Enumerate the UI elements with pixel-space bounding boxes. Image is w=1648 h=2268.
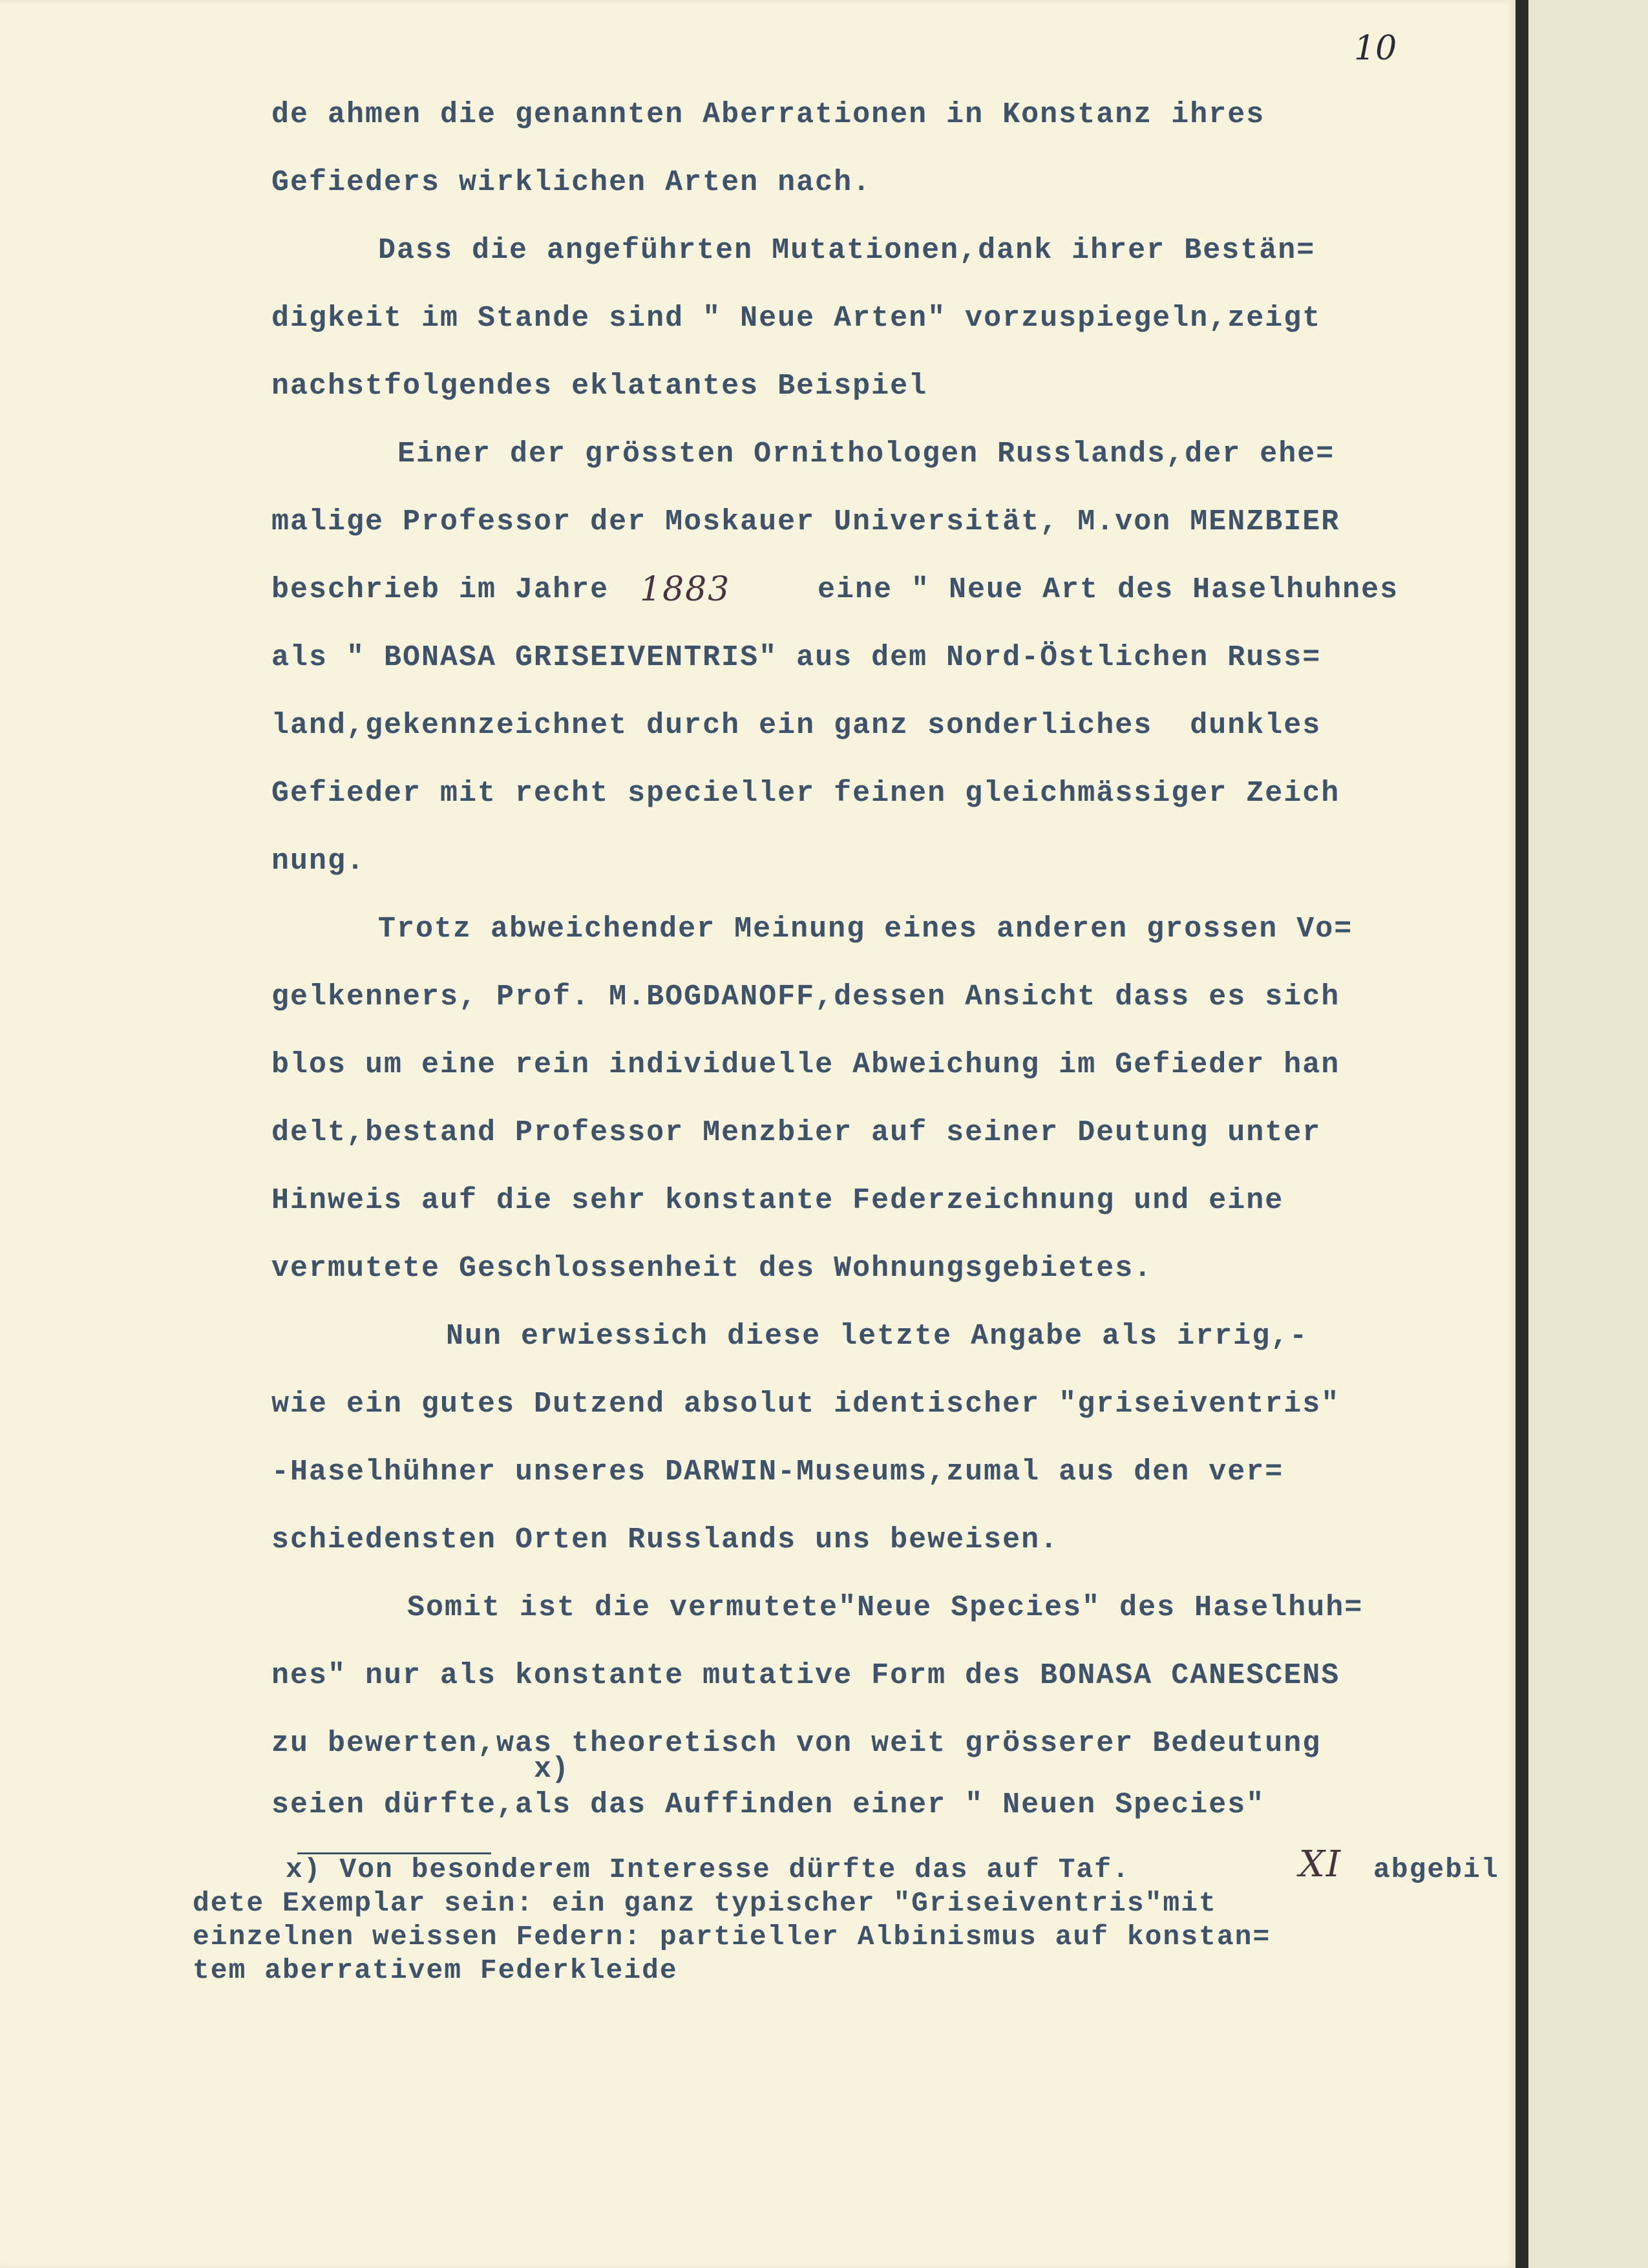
text-line: land,gekennzeichnet durch ein ganz sonderliches dunkles [271,709,1322,742]
handwritten-plate-number: XI [1299,1843,1342,1885]
footnote-line: abgebil [1373,1854,1499,1885]
text-line: wie ein gutes Dutzend absolut identischer "griseiventris" [271,1388,1340,1421]
text-line: de ahmen die genannten Aberrationen in Konstanz ihres [271,98,1265,131]
text-line: schiedensten Orten Russlands uns beweisen. [271,1523,1059,1556]
text-line: als " BONASA GRISEIVENTRIS" aus dem Nord-Östlichen Russ= [271,641,1322,674]
footnote-line: x) Von besonderem Interesse dürfte das auf Taf. [286,1854,1130,1885]
text-line: beschrieb im Jahre [271,573,609,606]
text-line: -Haselhühner unseres DARWIN-Museums,zumal aus den ver= [271,1456,1284,1489]
text-line: Einer der grössten Ornithologen Russlands,der ehe= [397,438,1335,471]
text-line: seien dürfte,als das Auffinden einer " Neuen Species" [271,1788,1265,1821]
text-line: malige Professor der Moskauer Universität, M.von MENZBIER [271,505,1340,538]
text-line: nung. [271,845,366,878]
text-line: vermutete Geschlossenheit des Wohnungsgebietes. [271,1252,1153,1285]
text-line: Hinweis auf die sehr konstante Federzeichnung und eine [271,1184,1284,1217]
handwritten-year: 1883 [640,570,731,609]
scan-background-edge [1516,0,1648,2268]
text-line: blos um eine rein individuelle Abweichung im Gefieder han [271,1048,1340,1081]
footnote-line: tem aberrativem Federkleide [193,1955,678,1986]
footnote-marker: x) [534,1753,569,1786]
text-line: nes" nur als konstante mutative Form des BONASA CANESCENS [271,1659,1340,1692]
text-line: Trotz abweichender Meinung eines anderen grossen Vo= [378,913,1353,946]
text-line: Dass die angeführten Mutationen,dank ihrer Bestän= [378,234,1316,267]
text-line: Gefieder mit recht specieller feinen gleichmässiger Zeich [271,777,1340,810]
text-line: Nun erwiessich diese letzte Angabe als irrig,- [446,1320,1309,1353]
text-line: gelkenners, Prof. M.BOGDANOFF,dessen Ansicht dass es sich [271,980,1340,1013]
footnote-line: dete Exemplar sein: ein ganz typischer "Griseiventris"mit [193,1887,1217,1919]
footnote-line: einzelnen weissen Federn: partieller Albinismus auf konstan= [193,1921,1271,1953]
text-line: eine " Neue Art des Haselhuhnes [818,573,1399,606]
text-line: delt,bestand Professor Menzbier auf seiner Deutung unter [271,1116,1322,1149]
text-line: zu bewerten,was theoretisch von weit grösserer Bedeutung [271,1727,1322,1760]
text-line: Somit ist die vermutete"Neue Species" des Haselhuh= [407,1591,1364,1624]
text-line: digkeit im Stande sind " Neue Arten" vorzuspiegeln,zeigt [271,302,1322,335]
text-line: nachstfolgendes eklatantes Beispiel [271,370,928,403]
text-line: Gefieders wirklichen Arten nach. [271,166,872,199]
page-number: 10 [1354,29,1397,68]
